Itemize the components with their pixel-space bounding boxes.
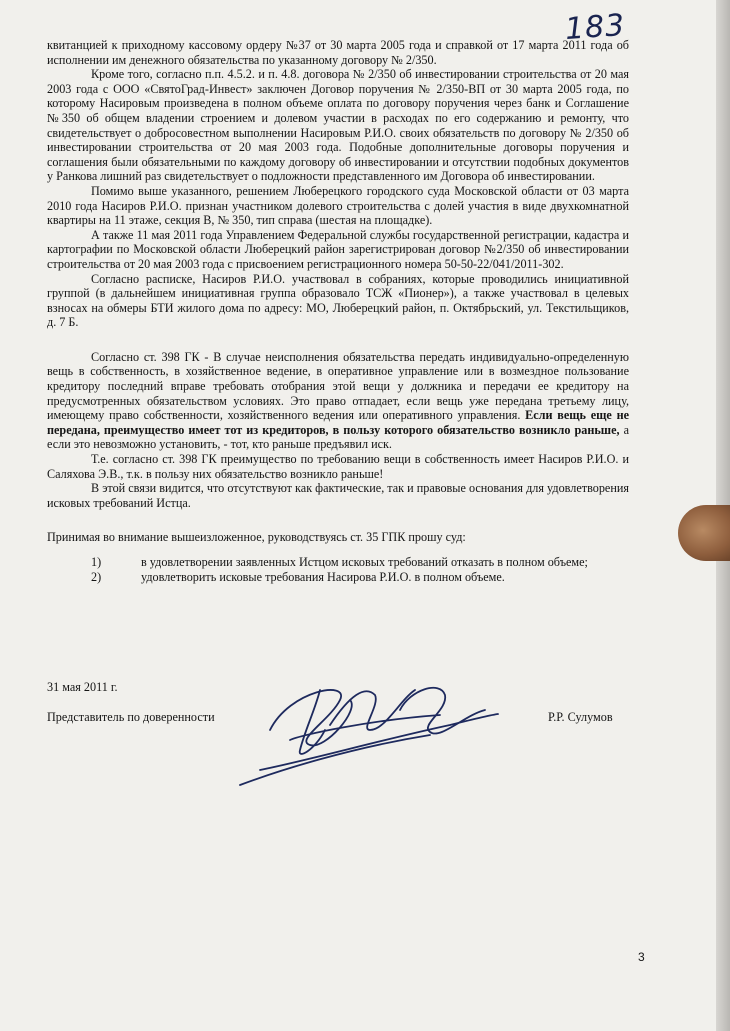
article-398-bold: Если вещь еще не передана, преимущество имеет тот из кредиторов, в пользу которого обязательство возникло раньше, (47, 408, 629, 437)
handwritten-page-number: 183 (563, 7, 627, 48)
request-number: 1) (91, 555, 102, 569)
article-398-paragraph (47, 350, 629, 452)
handwritten-signature (200, 670, 500, 800)
paragraph-5: Согласно расписке, Насиров Р.И.О. участвовал в собраниях, которые проводились инициативной группой (в дальнейшем инициативная группа образовало ТСЖ «Пионер»), а также участвовал в целевых взносах на обмеры БТИ жилого дома по адресу: МО, Люберецкий район, п. Октябрьский, ул. Текстильщиков, д. 7 Б. (47, 271, 629, 330)
conclusion-paragraph-2: В этой связи видится, что отсутствуют как фактические, так и правовые основания для удовлетворения исковых требований Истца. (47, 481, 629, 510)
holding-thumb (678, 505, 730, 561)
petition-intro: Принимая во внимание вышеизложенное, руководствуясь ст. 35 ГПК прошу суд: (47, 530, 466, 545)
request-item (91, 555, 629, 570)
paragraph-3: Помимо выше указанного, решением Люберецкого городского суда Московской области от 03 марта 2010 года Насиров Р.И.О. признан участником долевого строительства с долей участия в виде двухкомнатной квартиры на 11 этаже, секция В, № 350, тип справа (шестая на площадке). (47, 183, 629, 228)
request-text: в удовлетворении заявленных Истцом исковых требований отказать в полном объеме; (141, 555, 588, 569)
page-number: 3 (638, 950, 645, 964)
request-text: удовлетворить исковые требования Насирова Р.И.О. в полном объеме. (141, 569, 505, 584)
conclusion-paragraph-1: Т.е. согласно ст. 398 ГК преимущество по требованию вещи в собственность имеет Насиров Р.И.О. и Саляхова Э.В., т.к. в пользу них обязательство возникло раньше! (47, 452, 629, 481)
paragraph-1: квитанцией к приходному кассовому ордеру №37 от 30 марта 2005 года и справкой от 17 марта 2011 года об исполнении им денежного обязательства по указанному договору № 2/350. (47, 38, 629, 67)
representative-name: Р.Р. Сулумов (548, 710, 613, 724)
document-date: 31 мая 2011 г. (47, 680, 118, 694)
representative-label: Представитель по доверенности (47, 710, 215, 724)
paragraph-4: А также 11 мая 2011 года Управлением Федеральной службы государственной регистрации, кадастра и картографии по Московской области Люберецкий район зарегистрирован договор №2/350 об инвестировании строительства от 20 мая 2003 года с присвоением регистрационного номера 50-50-22/041/2011-302. (47, 227, 629, 271)
request-number: 2) (91, 569, 102, 584)
paragraph-2: Кроме того, согласно п.п. 4.5.2. и п. 4.8. договора № 2/350 об инвестировании строительства от 20 мая 2003 года с ООО «СвятоГрад-Инвест» заключен Договор поручения № 2/350-ВП от 30 марта 2005 года, по которому Насировым произведена в полном объеме оплата по договору поручения через банк и Соглашение №350 об общем владении строением и долевом участии в расходах по его содержанию и ремонту, что свидетельствует о добросовестном выполнении Насировым Р.И.О. своих обязательств по договору № 2/350 об инвестировании строительства от 20 мая 2003 года. Подобные дополнительные договоры поручения и соглашения были обязательными по каждому договору об инвестировании и отсутствии подобных документов у Ранкова лишний раз свидетельствует о подложности представленного им Договора об инвестировании. (47, 67, 629, 184)
document-body (47, 38, 629, 584)
request-item (91, 570, 629, 585)
article-398-text: Согласно ст. 398 ГК - В случае неисполнения обязательства передать индивидуально-определенную вещь в собственность, в хозяйственное ведение, в оперативное управление или в возмездное пользование кредитору последний вправе требовать отобрания этой вещи у должника и передачи ее кредитору на предусмотренных обязательством условиях. Это право отпадает, если вещь уже передана третьему лицу, имеющему право собственности, хозяйственного ведения или оперативного управления. (47, 349, 629, 423)
article-398-text-end: а если это невозможно установить, - тот, кто раньше предъявил иск. (47, 422, 629, 452)
